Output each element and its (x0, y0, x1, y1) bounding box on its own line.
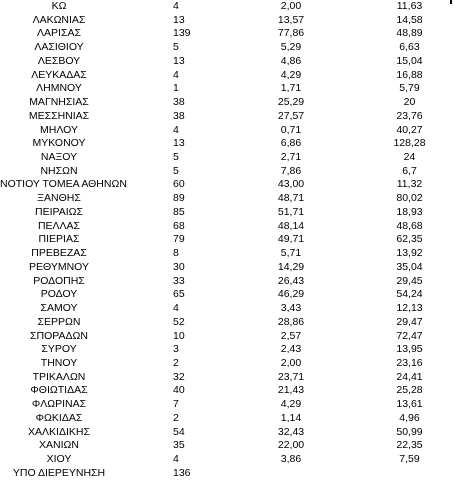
rate-per-100k-cell[interactable]: 13,92 (396, 247, 423, 260)
table-row[interactable] (0, 136, 454, 150)
rate-per-100k-cell[interactable]: 25,28 (396, 384, 423, 397)
cases-cell[interactable]: 68 (173, 219, 185, 232)
rate-cell[interactable]: 6,86 (280, 137, 302, 150)
cases-cell[interactable]: 79 (173, 233, 185, 246)
cases-cell[interactable]: 5 (173, 164, 179, 177)
rate-cell[interactable]: 1,14 (280, 411, 302, 424)
region-name-cell[interactable]: ΞΑΝΘΗΣ (37, 192, 81, 205)
table-row[interactable] (0, 164, 454, 178)
rate-per-100k-cell[interactable]: 12,13 (396, 302, 423, 315)
rate-per-100k-cell[interactable]: 7,59 (399, 453, 420, 466)
rate-per-100k-cell[interactable]: 54,24 (396, 288, 423, 301)
cases-cell[interactable]: 52 (173, 315, 185, 328)
region-name-cell[interactable]: ΦΘΙΩΤΙΔΑΣ (30, 384, 88, 397)
region-name-cell[interactable]: ΣΠΟΡΑΔΩΝ (30, 329, 88, 342)
cases-cell[interactable]: 1 (173, 82, 179, 95)
rate-cell[interactable]: 2,43 (280, 343, 302, 356)
rate-cell[interactable]: 43,00 (277, 178, 305, 191)
table-row[interactable] (0, 13, 454, 27)
region-name-cell[interactable]: ΝΑΞΟΥ (40, 151, 78, 164)
rate-per-100k-cell[interactable]: 13,61 (396, 398, 423, 411)
region-name-cell[interactable]: ΠΡΕΒΕΖΑΣ (31, 247, 87, 260)
rate-per-100k-cell[interactable]: 14,58 (396, 13, 423, 26)
rate-cell[interactable]: 48,71 (277, 192, 305, 205)
rate-per-100k-cell[interactable]: 40,27 (396, 123, 423, 136)
table-row[interactable] (0, 150, 454, 164)
rate-per-100k-cell[interactable]: 4,96 (399, 411, 420, 424)
rate-cell[interactable]: 3,43 (280, 302, 302, 315)
rate-per-100k-cell[interactable]: 23,16 (396, 356, 423, 369)
table-row[interactable] (0, 177, 454, 191)
rate-cell[interactable]: 3,86 (280, 453, 302, 466)
rate-per-100k-cell[interactable]: 6,63 (399, 41, 420, 54)
region-name-cell[interactable]: ΠΕΙΡΑΙΩΣ (35, 205, 83, 218)
region-name-cell[interactable]: ΠΙΕΡΙΑΣ (38, 233, 80, 246)
rate-per-100k-cell[interactable]: 22,35 (396, 439, 423, 452)
region-name-cell[interactable]: ΡΕΘΥΜΝΟΥ (28, 260, 89, 273)
region-name-cell[interactable]: ΦΛΩΡΙΝΑΣ (31, 398, 87, 411)
table-row[interactable] (0, 68, 454, 82)
cases-cell[interactable]: 54 (173, 425, 185, 438)
region-name-cell[interactable]: ΤΗΝΟΥ (40, 356, 78, 369)
rate-cell[interactable]: 23,71 (277, 370, 305, 383)
cases-cell[interactable]: 13 (173, 13, 185, 26)
region-name-cell[interactable]: ΣΑΜΟΥ (40, 302, 78, 315)
table-row[interactable] (0, 466, 454, 480)
rate-per-100k-cell[interactable]: 35,04 (396, 260, 423, 273)
rate-per-100k-cell[interactable]: 24 (403, 151, 416, 164)
region-name-cell[interactable]: ΧΑΝΙΩΝ (39, 439, 79, 452)
region-name-cell[interactable]: ΚΩ (51, 0, 67, 12)
rate-per-100k-cell[interactable]: 11,32 (396, 178, 423, 191)
rate-cell[interactable]: 28,86 (277, 315, 305, 328)
region-name-cell[interactable]: ΜΗΛΟΥ (40, 123, 78, 136)
cases-cell[interactable]: 33 (173, 274, 185, 287)
rate-cell[interactable]: 5,71 (280, 247, 302, 260)
rate-per-100k-cell[interactable] (372, 466, 447, 480)
rate-per-100k-cell[interactable]: 16,88 (396, 68, 423, 81)
region-name-cell[interactable]: ΜΥΚΟΝΟΥ (32, 137, 86, 150)
rate-cell[interactable]: 48,14 (277, 219, 305, 232)
rate-per-100k-cell[interactable]: 23,76 (396, 109, 423, 122)
table-row[interactable] (0, 232, 454, 246)
rate-cell[interactable]: 2,57 (280, 329, 302, 342)
table-row[interactable] (0, 219, 454, 233)
cases-cell[interactable]: 4 (173, 302, 179, 315)
table-row[interactable] (0, 54, 454, 68)
table-row[interactable] (0, 205, 454, 219)
table-row[interactable] (0, 411, 454, 425)
region-name-cell[interactable]: ΣΥΡΟΥ (41, 343, 77, 356)
table-row[interactable] (0, 26, 454, 40)
rate-per-100k-cell[interactable]: 20 (403, 96, 416, 109)
rate-per-100k-cell[interactable]: 6,7 (402, 164, 417, 177)
table-row[interactable] (0, 452, 454, 466)
rate-per-100k-cell[interactable]: 80,02 (396, 192, 423, 205)
rate-cell[interactable]: 2,71 (280, 151, 302, 164)
region-name-cell[interactable]: ΣΕΡΡΩΝ (37, 315, 81, 328)
cases-cell[interactable]: 4 (173, 68, 179, 81)
rate-per-100k-cell[interactable]: 29,47 (396, 315, 423, 328)
rate-cell[interactable]: 51,71 (277, 205, 305, 218)
cases-cell[interactable]: 2 (173, 356, 179, 369)
rate-cell[interactable]: 4,29 (280, 68, 302, 81)
cases-cell[interactable]: 5 (173, 41, 179, 54)
cases-cell[interactable]: 89 (173, 192, 185, 205)
cases-cell[interactable]: 8 (173, 247, 179, 260)
table-row[interactable] (0, 95, 454, 109)
rate-cell[interactable]: 13,57 (277, 13, 305, 26)
rate-per-100k-cell[interactable]: 72,47 (396, 329, 423, 342)
rate-cell[interactable]: 4,86 (280, 54, 302, 67)
table-row[interactable] (0, 109, 454, 123)
region-name-cell[interactable]: ΦΩΚΙΔΑΣ (35, 411, 83, 424)
rate-cell[interactable]: 22,00 (277, 439, 305, 452)
region-name-cell[interactable]: ΝΟΤΙΟΥ ΤΟΜΕΑ ΑΘΗΝΩΝ (0, 178, 127, 191)
table-row[interactable] (0, 0, 454, 13)
table-row[interactable] (0, 274, 454, 288)
rate-per-100k-cell[interactable]: 62,35 (396, 233, 423, 246)
region-name-cell[interactable]: ΛΗΜΝΟΥ (36, 82, 82, 95)
rate-cell[interactable]: 0,71 (280, 123, 302, 136)
cases-cell[interactable]: 13 (173, 137, 185, 150)
region-name-cell[interactable]: ΛΑΣΙΘΙΟΥ (34, 41, 84, 54)
rate-cell[interactable]: 4,29 (280, 398, 302, 411)
rate-per-100k-cell[interactable]: 50,99 (396, 425, 423, 438)
table-row[interactable] (0, 342, 454, 356)
rate-per-100k-cell[interactable]: 48,89 (396, 27, 423, 40)
table-row[interactable] (0, 301, 454, 315)
rate-cell[interactable]: 1,71 (280, 82, 302, 95)
table-row[interactable] (0, 438, 454, 452)
rate-per-100k-cell[interactable]: 29,45 (396, 274, 423, 287)
cases-cell[interactable]: 38 (173, 96, 185, 109)
table-row[interactable] (0, 287, 454, 301)
rate-cell[interactable]: 27,57 (277, 109, 305, 122)
cases-cell[interactable]: 136 (173, 466, 191, 479)
table-row[interactable] (0, 329, 454, 343)
region-name-cell[interactable]: ΛΑΚΩΝΙΑΣ (32, 13, 86, 26)
table-row[interactable] (0, 397, 454, 411)
cases-cell[interactable]: 85 (173, 205, 185, 218)
rate-per-100k-cell[interactable]: 15,04 (396, 54, 423, 67)
rate-per-100k-cell[interactable]: 24,41 (396, 370, 423, 383)
table-row[interactable] (0, 425, 454, 439)
cases-cell[interactable]: 30 (173, 260, 185, 273)
region-name-cell[interactable]: ΥΠΟ ΔΙΕΡΕΥΝΗΣΗ (12, 466, 106, 479)
region-name-cell[interactable]: ΤΡΙΚΑΛΩΝ (32, 370, 86, 383)
cases-cell[interactable]: 40 (173, 384, 185, 397)
region-name-cell[interactable]: ΛΕΥΚΑΔΑΣ (31, 68, 87, 81)
cases-cell[interactable]: 32 (173, 370, 185, 383)
cases-cell[interactable]: 60 (173, 178, 185, 191)
table-row[interactable] (0, 383, 454, 397)
cases-cell[interactable]: 4 (173, 0, 179, 12)
table-row[interactable] (0, 246, 454, 260)
table-row[interactable] (0, 370, 454, 384)
cases-cell[interactable]: 35 (173, 439, 185, 452)
rate-per-100k-cell[interactable]: 18,93 (396, 205, 423, 218)
table-row[interactable] (0, 40, 454, 54)
region-name-cell[interactable]: ΡΟΔΟΥ (40, 288, 78, 301)
rate-cell[interactable]: 46,29 (277, 288, 305, 301)
rate-cell[interactable]: 77,86 (277, 27, 305, 40)
rate-cell[interactable]: 26,43 (277, 274, 305, 287)
rate-per-100k-cell[interactable]: 11,63 (396, 0, 423, 12)
region-name-cell[interactable]: ΠΕΛΛΑΣ (37, 219, 81, 232)
rate-per-100k-cell[interactable]: 5,79 (399, 82, 420, 95)
cases-cell[interactable]: 4 (173, 123, 179, 136)
cases-cell[interactable]: 7 (173, 398, 179, 411)
rate-cell[interactable]: 25,29 (277, 96, 305, 109)
region-name-cell[interactable]: ΧΑΛΚΙΔΙΚΗΣ (28, 425, 90, 438)
rate-cell[interactable]: 21,43 (277, 384, 305, 397)
rate-cell[interactable]: 7,86 (280, 164, 302, 177)
region-name-cell[interactable]: ΝΗΣΩΝ (40, 164, 78, 177)
region-name-cell[interactable]: ΛΑΡΙΣΑΣ (37, 27, 81, 40)
rate-per-100k-cell[interactable]: 13,95 (396, 343, 423, 356)
cases-cell[interactable]: 38 (173, 109, 185, 122)
cases-cell[interactable]: 3 (173, 343, 179, 356)
cases-cell[interactable]: 10 (173, 329, 185, 342)
table-row[interactable] (0, 315, 454, 329)
rate-cell[interactable]: 14,29 (277, 260, 305, 273)
cases-cell[interactable]: 65 (173, 288, 185, 301)
region-name-cell[interactable]: ΡΟΔΟΠΗΣ (33, 274, 85, 287)
cases-cell[interactable]: 5 (173, 151, 179, 164)
rate-per-100k-cell[interactable]: 48,68 (396, 219, 423, 232)
rate-cell[interactable]: 2,00 (280, 356, 302, 369)
rate-cell[interactable]: 5,29 (280, 41, 302, 54)
rate-cell[interactable]: 2,00 (280, 0, 302, 12)
region-name-cell[interactable]: ΛΕΣΒΟΥ (37, 54, 81, 67)
table-row[interactable] (0, 123, 454, 137)
table-row[interactable] (0, 260, 454, 274)
rate-cell[interactable]: 49,71 (277, 233, 305, 246)
region-name-cell[interactable]: ΜΕΣΣΗΝΙΑΣ (28, 109, 90, 122)
rate-per-100k-cell[interactable]: 128,28 (393, 137, 426, 150)
cases-cell[interactable]: 2 (173, 411, 179, 424)
table-row[interactable] (0, 356, 454, 370)
cases-cell[interactable]: 139 (173, 27, 191, 40)
rate-cell[interactable]: 32,43 (277, 425, 305, 438)
rate-cell[interactable] (232, 466, 350, 480)
region-name-cell[interactable]: ΧΙΟΥ (46, 453, 72, 466)
cases-cell[interactable]: 4 (173, 453, 179, 466)
cases-cell[interactable]: 13 (173, 54, 185, 67)
table-row[interactable] (0, 81, 454, 95)
region-name-cell[interactable]: ΜΑΓΝΗΣΙΑΣ (29, 96, 89, 109)
table-row[interactable] (0, 191, 454, 205)
